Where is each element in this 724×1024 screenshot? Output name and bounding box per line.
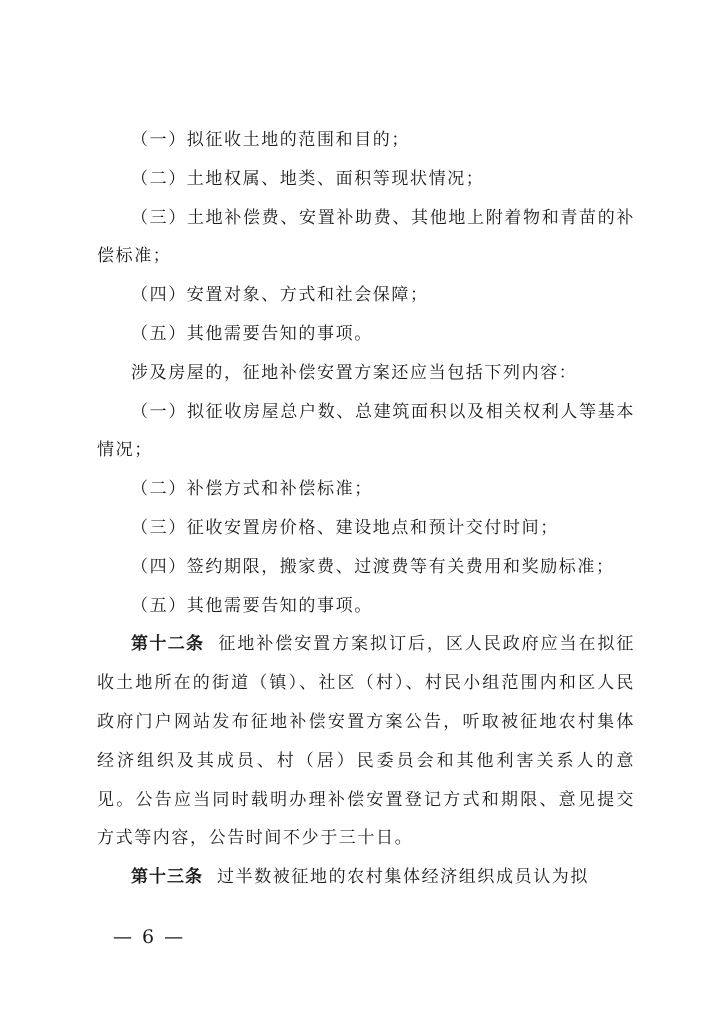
article-12: [97, 625, 635, 858]
paragraph-housing-item-2: [97, 470, 635, 509]
article-text: 过半数被征地的农村集体经济组织成员认为拟: [217, 867, 589, 888]
paragraph-text: （二）补偿方式和补偿标准；: [131, 479, 373, 500]
paragraph-text: 涉及房屋的，征地补偿安置方案还应当包括下列内容：: [131, 362, 578, 383]
paragraph-text: （四）签约期限，搬家费、过渡费等有关费用和奖励标准；: [131, 556, 615, 577]
paragraph-housing-intro: [97, 354, 635, 393]
paragraph-text: （二）土地权属、地类、面积等现状情况；: [131, 168, 485, 189]
paragraph-text: （四）安置对象、方式和社会保障；: [131, 285, 429, 306]
paragraph-text: （一）拟征收土地的范围和目的；: [131, 130, 410, 150]
paragraph-housing-item-4: [97, 548, 635, 587]
article-title: 第十二条: [131, 634, 205, 655]
article-text: 征地补偿安置方案拟订后，区人民政府应当在拟征收土地所在的街道（镇）、社区（村）、村民小组范围内和区人民政府门户网站发布征地补偿安置方案公告，听取被征地农村集体经济组织及其成员、村（居）民委员会和其他利害关系人的意见。公告应当同时载明办理补偿安置登记方式和期限、意见提交方式等内容，公告时间不少于三十日。: [97, 634, 636, 849]
document-body: [97, 121, 635, 897]
paragraph-housing-item-3: [97, 509, 635, 548]
article-title: 第十三条: [131, 867, 203, 888]
article-13: [97, 858, 635, 897]
paragraph-item-4: [97, 276, 635, 315]
paragraph-item-2: [97, 160, 635, 199]
paragraph-item-1: [97, 121, 635, 160]
page-number: — 6 —: [113, 926, 186, 948]
paragraph-text: （五）其他需要告知的事项。: [131, 323, 373, 344]
paragraph-housing-item-5: [97, 587, 635, 626]
paragraph-item-3: [97, 199, 635, 277]
paragraph-text: （三）征收安置房价格、建设地点和预计交付时间；: [131, 517, 559, 538]
paragraph-housing-item-1: [97, 393, 635, 471]
paragraph-item-5: [97, 315, 635, 354]
paragraph-text: （五）其他需要告知的事项。: [131, 595, 373, 616]
paragraph-text: （三）土地补偿费、安置补助费、其他地上附着物和青苗的补偿标准；: [97, 207, 635, 267]
paragraph-text: （一）拟征收房屋总户数、总建筑面积以及相关权利人等基本情况；: [97, 401, 635, 461]
